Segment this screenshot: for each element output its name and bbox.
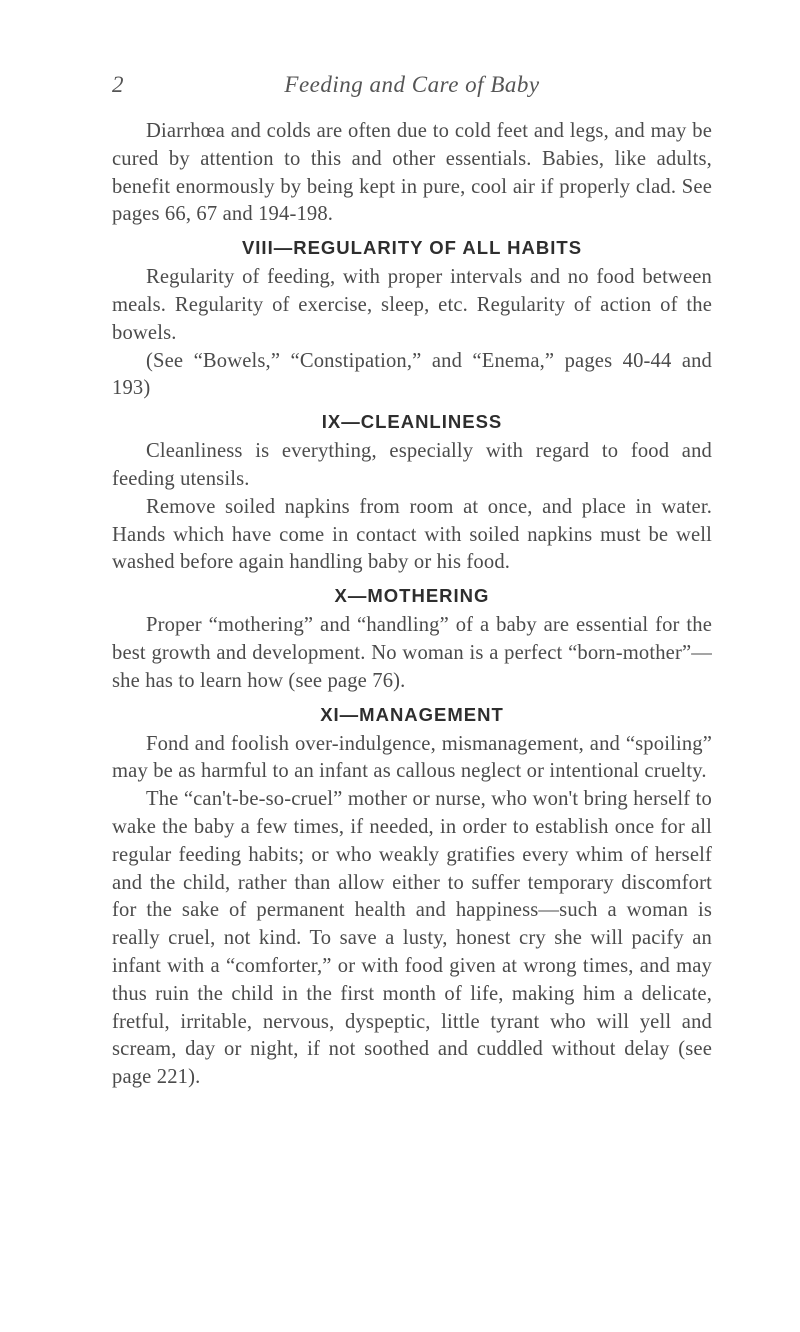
- section-regularity: [112, 236, 712, 403]
- paragraph: (See “Bowels,” “Constipation,” and “Enema,” pages 40-44 and 193): [112, 349, 712, 400]
- paragraph: Cleanliness is everything, especially with regard to food and feeding utensils.: [112, 440, 712, 490]
- intro-paragraph: Diarrhœa and colds are often due to cold feet and legs, and may be cured by attention to this and other essentials. Babies, like adults, benefit enormously by being kept in pure, cool air if properly clad. See pages 66, 67 and 194-198.: [112, 120, 712, 226]
- section-heading-regularity: VIII—REGULARITY OF ALL HABITS: [241, 237, 583, 259]
- paragraph: Regularity of feeding, with proper intervals and no food between meals. Regularity of exercise, sleep, etc. Regularity of action of the bowels.: [112, 266, 712, 344]
- paragraph: Remove soiled napkins from room at once, and place in water. Hands which have come in contact with soiled napkins must be well washed before again handling baby or his food.: [112, 495, 712, 574]
- section-mothering: [112, 584, 712, 695]
- section-heading-management: XI—MANAGEMENT: [320, 703, 504, 725]
- paragraph: The “can't-be-so-cruel” mother or nurse, who won't bring herself to wake the baby a few times, if needed, in order to establish once for all regular feeding habits; or who weakly gratifies every whim of herself and the child, rather than allow either to suffer temporary discomfort for the sake of permanent health and happiness—such a woman is really cruel, not kind. To save a lusty, honest cry she will pacify an infant with a “comforter,” or with food given at wrong times, and may thus ruin the child in the first month of life, making him a delicate, fretful, irritable, nervous, dyspeptic, little tyrant who will yell and scream, day or night, if not soothed and cuddled without delay (see page 221).: [112, 788, 712, 1089]
- section-heading-mothering: X—MOTHERING: [334, 585, 490, 607]
- paragraph: Fond and foolish over-indulgence, mismanagement, and “spoiling” may be as harmful to an infant as callous neglect or intentional cruelty.: [112, 732, 712, 783]
- page-number: 2: [112, 72, 124, 97]
- section-heading-cleanliness: IX—CLEANLINESS: [321, 411, 503, 433]
- book-page: [112, 72, 712, 1092]
- section-management: [112, 703, 712, 1092]
- paragraph: Proper “mothering” and “handling” of a baby are essential for the best growth and development. No woman is a perfect “born-mother”—she has to learn how (see page 76).: [112, 614, 712, 692]
- section-cleanliness: [112, 410, 712, 577]
- running-title: Feeding and Care of Baby: [284, 72, 540, 97]
- running-head: [112, 72, 712, 116]
